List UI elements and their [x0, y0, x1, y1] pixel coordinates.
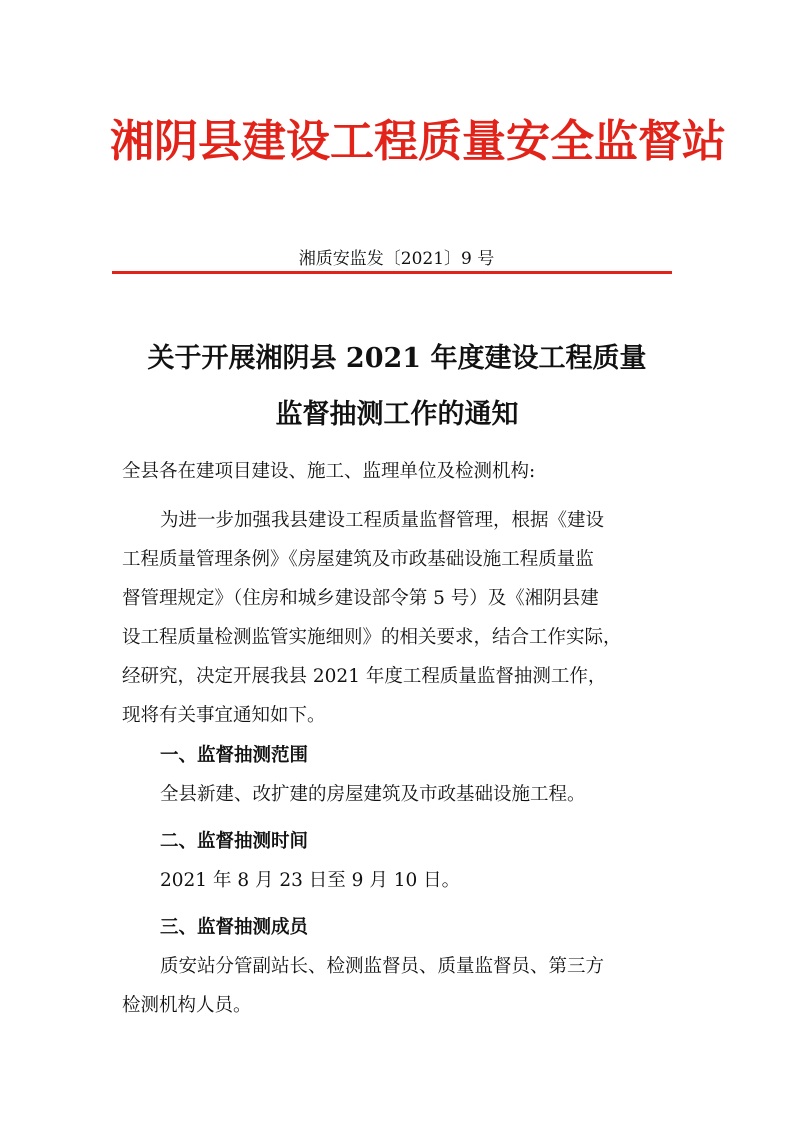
doc-number: 湘质安监发〔2021〕9 号: [298, 249, 495, 269]
org-title: 湘阴县建设工程质量安全监督站: [110, 116, 726, 167]
intro-line: 经研究，决定开展我县 2021 年度工程质量监督抽测工作，: [122, 666, 607, 687]
section-text-members: 质安站分管副站长、检测监督员、质量监督员、第三方: [160, 956, 605, 977]
title-line-1: 关于开展湘阴县 2021 年度建设工程质量: [147, 343, 647, 374]
section-heading-scope: 一、监督抽测范围: [160, 745, 309, 766]
intro-line: 工程质量管理条例》《房屋建筑及市政基础设施工程质量监: [122, 549, 594, 570]
section-heading-time: 二、监督抽测时间: [160, 831, 309, 852]
title-line-2: 监督抽测工作的通知: [275, 399, 519, 430]
intro-line: 现将有关事宜通知如下。: [122, 705, 326, 726]
section-text-members: 检测机构人员。: [122, 995, 252, 1016]
section-text-time: 2021 年 8 月 23 日至 9 月 10 日。: [160, 870, 461, 891]
intro-line: 督管理规定》（住房和城乡建设部令第 5 号）及《湘阴县建: [122, 588, 599, 609]
intro-line: 为进一步加强我县建设工程质量监督管理，根据《建设: [160, 510, 605, 531]
red-divider: [112, 271, 672, 274]
addressee: 全县各在建项目建设、施工、监理单位及检测机构:: [122, 461, 536, 482]
section-heading-members: 三、监督抽测成员: [160, 917, 309, 938]
section-text-scope: 全县新建、改扩建的房屋建筑及市政基础设施工程。: [160, 784, 586, 805]
intro-line: 设工程质量检测监管实施细则》的相关要求，结合工作实际，: [122, 627, 622, 648]
